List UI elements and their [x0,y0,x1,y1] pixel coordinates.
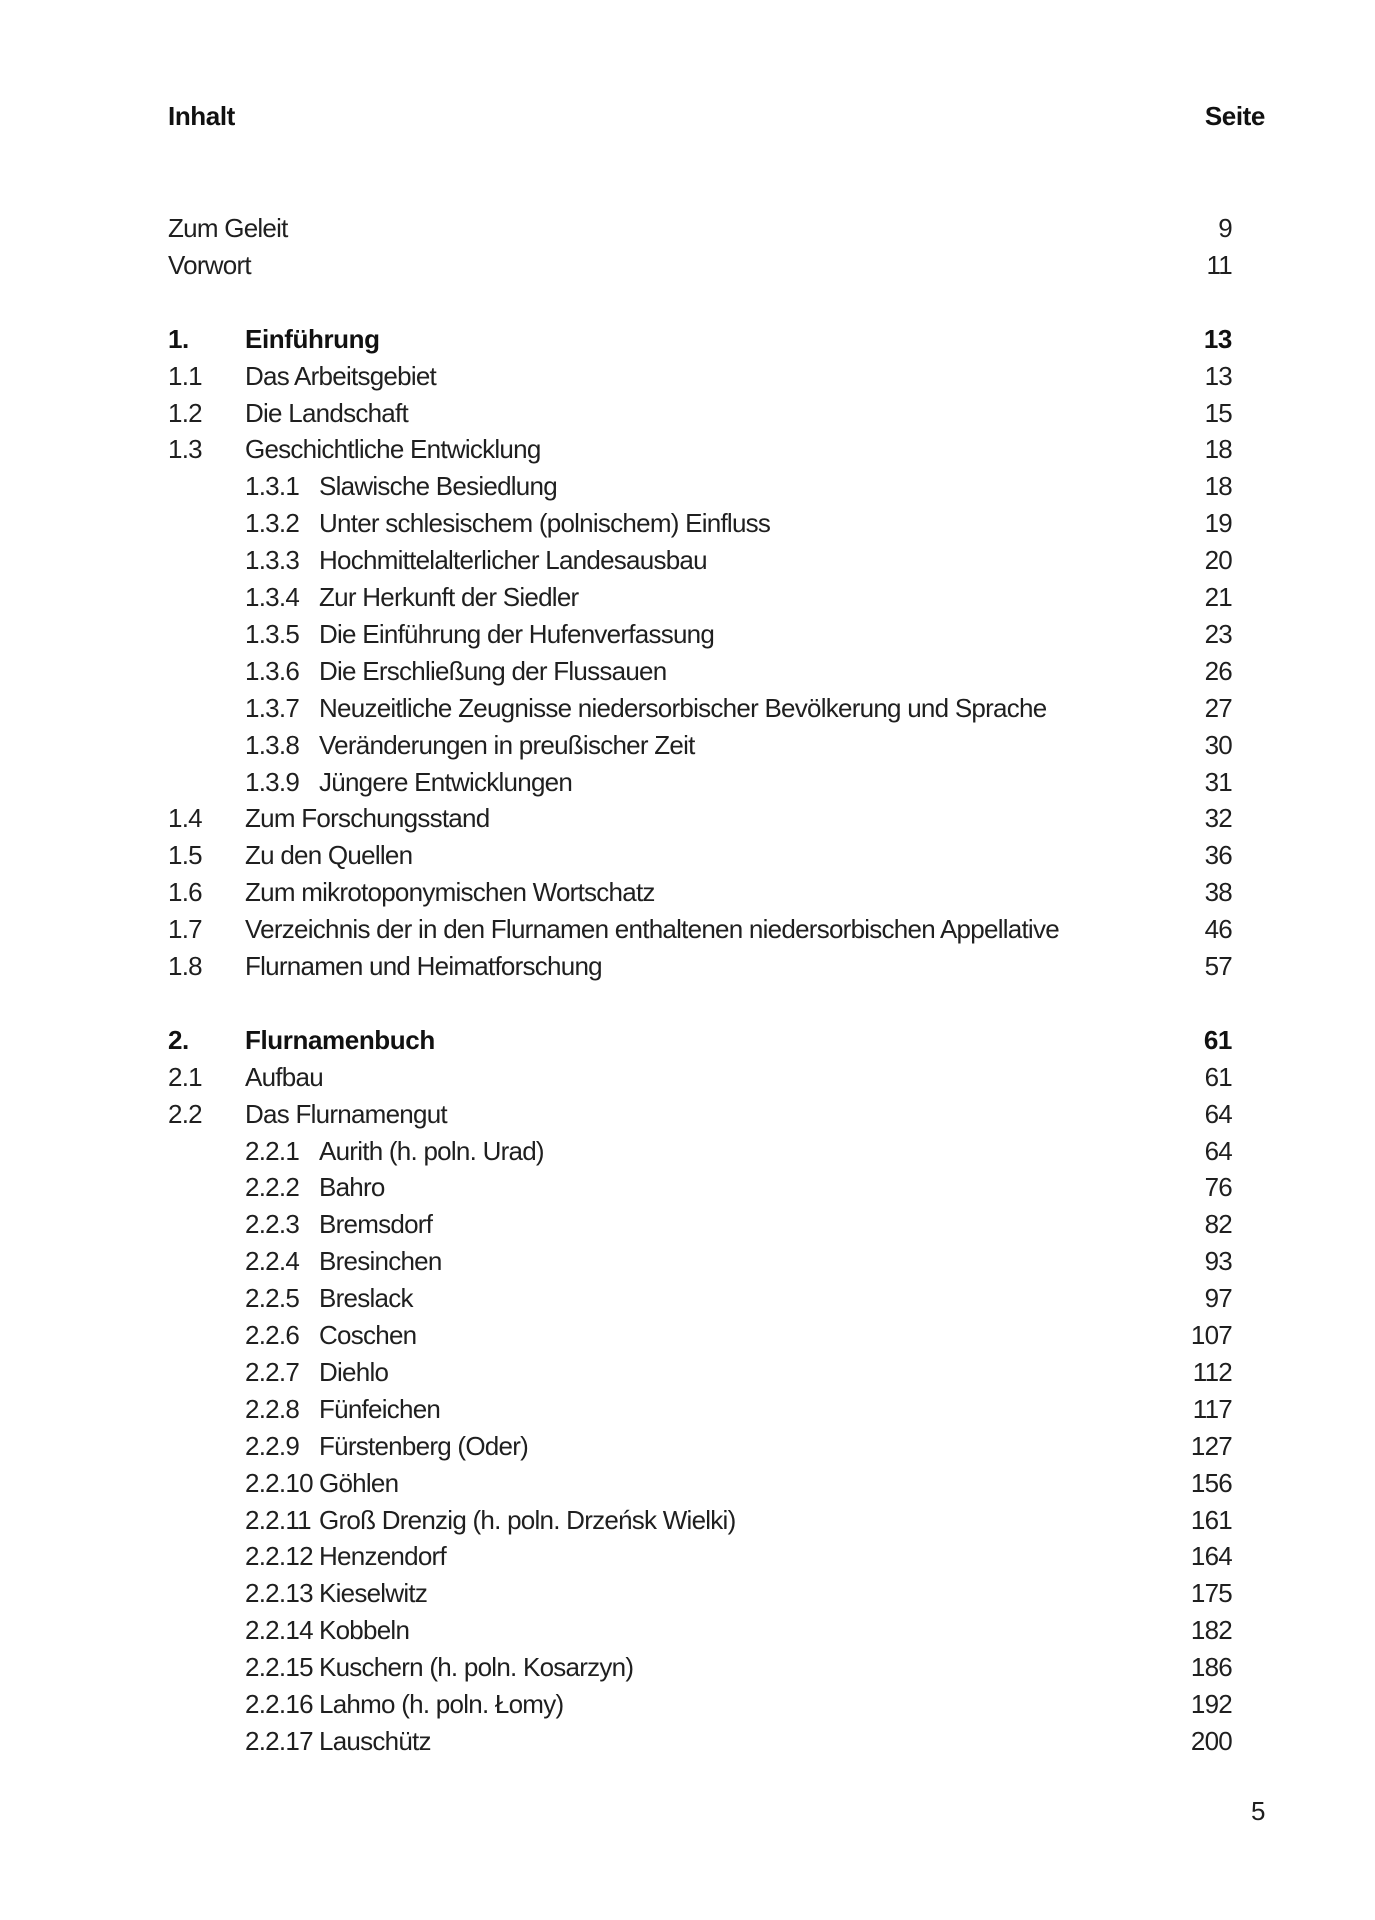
toc-entry[interactable] [0,616,1375,653]
toc-entry-number: 2.2.12 [245,1541,313,1572]
toc-entry-number: 2.2.15 [245,1652,313,1683]
toc-entry-page: 127 [1190,1430,1232,1461]
toc-entry-page: 192 [1190,1689,1232,1719]
toc-entry-title: Lahmo (h. poln. Łomy) [319,1689,564,1719]
toc-entry-page: 112 [1192,1356,1232,1387]
toc-entry[interactable] [0,1280,1375,1317]
toc-entry[interactable] [0,653,1375,690]
toc-entry[interactable] [0,468,1375,505]
toc-entry-number: 2.2.5 [245,1283,300,1314]
toc-entry-title: Das Flurnamengut [245,1098,447,1129]
toc-entry[interactable] [0,690,1375,727]
toc-entry[interactable] [0,358,1375,395]
toc-entry[interactable] [0,1612,1375,1649]
toc-entry[interactable] [0,1206,1375,1243]
toc-entry-title: Geschichtliche Entwicklung [245,434,541,465]
toc-entry-number: 2.2.14 [245,1615,313,1646]
toc-entry-title: Unter schlesischem (polnischem) Einfluss [319,508,771,539]
toc-entry-title: Zum Geleit [168,213,288,243]
toc-entry-page: 164 [1190,1541,1232,1572]
toc-entry[interactable] [0,1502,1375,1539]
toc-entry-number: 1.3.6 [245,655,300,686]
toc-entry[interactable] [0,727,1375,764]
toc-entry-page: 27 [1204,692,1232,723]
toc-entry-number: 1.3.9 [245,766,300,797]
toc-entry-page: 93 [1204,1246,1232,1277]
toc-entry-title: Vorwort [168,249,251,280]
toc-entry-number: 2.2 [168,1098,202,1129]
toc-entry-page: 18 [1204,434,1232,465]
toc-entry[interactable] [0,542,1375,579]
toc-entry-title: Göhlen [319,1467,399,1498]
toc-entry[interactable] [0,1133,1375,1170]
toc-entry-title: Hochmittelalterlicher Landesausbau [319,545,707,576]
toc-entry-page: 21 [1204,582,1232,612]
toc-entry-page: 19 [1204,508,1232,539]
toc-entry-title: Henzendorf [319,1541,446,1572]
toc-entry[interactable] [0,1465,1375,1502]
toc-chapter-entry[interactable] [0,321,1375,358]
toc-entry-title: Veränderungen in preußischer Zeit [319,729,695,760]
toc-entry-number: 2.2.2 [245,1172,300,1203]
toc-entry-page: 64 [1204,1135,1232,1166]
toc-entry-title: Einführung [245,323,380,354]
toc-entry-number: 1.3.4 [245,582,300,612]
toc-entry-page: 182 [1190,1615,1232,1646]
toc-entry-title: Zum mikrotoponymischen Wortschatz [245,877,655,908]
toc-entry-page: 200 [1190,1725,1232,1756]
toc-entry-number: 1.3.3 [245,545,300,576]
toc-entry-title: Die Landschaft [245,397,408,428]
toc-heading: Inhalt [168,101,235,131]
toc-entry-number: 1.2 [168,397,202,428]
toc-entry-number: 1.8 [168,951,202,981]
toc-entry[interactable] [0,1317,1375,1354]
toc-entry-page: 26 [1204,655,1232,686]
toc-entry-title: Bremsdorf [319,1209,433,1240]
toc-entry-page: 82 [1204,1209,1232,1240]
toc-entry-title: Bresinchen [319,1246,442,1277]
toc-entry[interactable] [0,1354,1375,1391]
toc-entry[interactable] [0,1169,1375,1206]
toc-entry-page: 46 [1204,914,1232,945]
toc-entry-title: Bahro [319,1172,385,1203]
toc-entry-page: 61 [1204,1061,1232,1092]
toc-entry-number: 2.2.8 [245,1393,300,1424]
toc-entry[interactable] [0,395,1375,432]
toc-entry-page: 31 [1204,766,1232,797]
toc-entry-number: 1.3.5 [245,618,300,649]
toc-entry-title: Breslack [319,1283,413,1314]
toc-entry-title: Die Erschließung der Flussauen [319,655,667,686]
toc-entry-number: 1.3.7 [245,692,300,723]
toc-entry-title: Coschen [319,1320,417,1350]
toc-entry-page: 36 [1204,840,1232,871]
toc-entry-page: 76 [1204,1172,1232,1203]
toc-entry-number: 1.3.2 [245,508,300,539]
toc-entry-number: 2.2.9 [245,1430,300,1461]
toc-entry-page: 175 [1190,1578,1232,1609]
toc-entry[interactable] [0,1723,1375,1760]
toc-entry-title: Kobbeln [319,1615,410,1646]
toc-entry-title: Flurnamen und Heimatforschung [245,951,602,981]
toc-entry-title: Zum Forschungsstand [245,803,490,834]
toc-entry-title: Jüngere Entwicklungen [319,766,573,797]
toc-entry-number: 2.2.10 [245,1467,313,1498]
toc-entry-number: 1.3 [168,434,202,465]
toc-entry-number: 2.2.7 [245,1356,300,1387]
toc-entry-page: 20 [1204,545,1232,576]
toc-entry-number: 2.2.13 [245,1578,313,1609]
toc-entry-number: 2.1 [168,1061,202,1092]
toc-entry[interactable] [0,579,1375,616]
toc-entry-page: 23 [1204,618,1232,649]
toc-entry-number: 1.3.1 [245,471,300,502]
toc-entry-number: 1.3.8 [245,729,300,760]
toc-entry-title: Fürstenberg (Oder) [319,1430,529,1461]
toc-entry[interactable] [0,874,1375,911]
toc-chapter-entry[interactable] [0,1022,1375,1059]
toc-entry-number: 2.2.3 [245,1209,300,1240]
toc-entry-page: 117 [1192,1393,1232,1424]
toc-entry-page: 32 [1204,803,1232,834]
toc-entry-title: Slawische Besiedlung [319,471,557,502]
toc-entry-title: Zu den Quellen [245,840,413,871]
toc-entry-number: 1.5 [168,840,202,871]
toc-entry-title: Verzeichnis der in den Flurnamen enthaltenen niedersorbischen Appellative [245,914,1059,945]
toc-entry-page: 156 [1190,1467,1232,1498]
toc-entry[interactable] [0,1538,1375,1575]
toc-entry-title: Flurnamenbuch [245,1024,435,1055]
toc-entry-number: 1.7 [168,914,202,945]
toc-entry-page: 97 [1204,1283,1232,1314]
toc-entry[interactable] [0,948,1375,985]
toc-entry-title: Zur Herkunft der Siedler [319,582,579,612]
toc-entry[interactable] [0,1391,1375,1428]
toc-entry[interactable] [0,837,1375,874]
toc-entry-number: 2. [168,1024,189,1055]
toc-entry-page: 18 [1204,471,1232,502]
toc-entry-page: 64 [1204,1098,1232,1129]
toc-entry[interactable] [0,1243,1375,1280]
toc-entry-number: 2.2.6 [245,1320,300,1350]
toc-entry-number: 2.2.11 [245,1504,311,1535]
toc-entry-page: 13 [1204,360,1232,391]
toc-entry-number: 2.2.1 [245,1135,300,1166]
toc-entry-title: Lauschütz [319,1725,431,1756]
toc-entry[interactable] [0,1575,1375,1612]
toc-entry-title: Groß Drenzig (h. poln. Drzeńsk Wielki) [319,1504,736,1535]
toc-entry-number: 2.2.16 [245,1689,313,1719]
toc-entry[interactable] [0,505,1375,542]
toc-entry[interactable] [0,1649,1375,1686]
toc-entry-number: 1.1 [168,360,202,391]
toc-entry-page: 57 [1204,951,1232,981]
toc-entry[interactable] [0,764,1375,801]
toc-entry[interactable] [0,247,1375,284]
toc-entry-title: Kieselwitz [319,1578,428,1609]
toc-entry-page: 38 [1204,877,1232,908]
toc-entry-number: 1. [168,323,189,354]
toc-entry[interactable] [0,431,1375,468]
toc-entry-title: Aurith (h. poln. Urad) [319,1135,544,1166]
toc-entry-page: 61 [1203,1024,1232,1055]
toc-entry-page: 107 [1190,1320,1232,1350]
toc-entry-title: Neuzeitliche Zeugnisse niedersorbischer Bevölkerung und Sprache [319,692,1047,723]
toc-entry-number: 1.6 [168,877,202,908]
toc-entry-number: 1.4 [168,803,202,834]
toc-entry[interactable] [0,210,1375,247]
toc-entry-page: 161 [1190,1504,1232,1535]
toc-entry-page: 9 [1218,213,1232,243]
toc-entry[interactable] [0,800,1375,837]
toc-entry-page: 30 [1204,729,1232,760]
toc-entry[interactable] [0,1428,1375,1465]
page-number: 5 [1251,1796,1265,1826]
toc-entry-title: Das Arbeitsgebiet [245,360,437,391]
toc-entry-number: 2.2.4 [245,1246,300,1277]
toc-entry-number: 2.2.17 [245,1725,313,1756]
toc-entry-page: 13 [1203,323,1232,354]
toc-entry-page: 186 [1190,1652,1232,1683]
page-column-heading: Seite [1204,101,1265,131]
toc-entry-title: Kuschern (h. poln. Kosarzyn) [319,1652,634,1683]
toc-entry[interactable] [0,1686,1375,1723]
toc-entry-page: 11 [1206,249,1232,280]
toc-entry-title: Aufbau [245,1061,323,1092]
toc-entry-title: Fünfeichen [319,1393,441,1424]
toc-entry-title: Diehlo [319,1356,389,1387]
toc-entry-page: 15 [1204,397,1232,428]
toc-entry[interactable] [0,1096,1375,1133]
toc-entry-title: Die Einführung der Hufenverfassung [319,618,715,649]
toc-entry[interactable] [0,911,1375,948]
toc-entry[interactable] [0,1059,1375,1096]
